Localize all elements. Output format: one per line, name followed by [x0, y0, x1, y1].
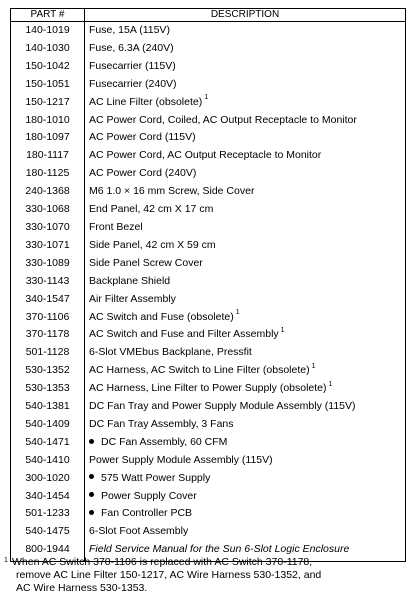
description-cell: [85, 434, 406, 452]
part-number-cell: 540-1475: [11, 523, 85, 541]
footnote-reference: 1: [235, 309, 240, 316]
description-text: AC Harness, AC Switch to Line Filter (obsolete): [89, 364, 310, 377]
description-cell: [85, 273, 406, 291]
description-text: Power Supply Module Assembly (115V): [89, 453, 273, 466]
description-cell: [85, 470, 406, 488]
description-text: DC Fan Tray Assembly, 3 Fans: [89, 417, 234, 430]
description-cell: [85, 416, 406, 434]
part-number-cell: 150-1051: [11, 76, 85, 94]
description-text: AC Switch and Fuse and Filter Assembly: [89, 328, 279, 341]
description-cell: [85, 201, 406, 219]
footnote-reference: 1: [280, 326, 285, 334]
description-cell: [85, 326, 406, 344]
part-number-cell: 530-1353: [11, 380, 85, 398]
table-row: [11, 219, 406, 237]
part-number-cell: 540-1410: [11, 452, 85, 470]
part-number-cell: 330-1089: [11, 255, 85, 273]
table-row: [11, 344, 406, 362]
part-number-cell: 330-1071: [11, 237, 85, 255]
part-number-cell: 180-1125: [11, 165, 85, 183]
table-row: [11, 523, 406, 541]
footnote-marker: 1: [4, 557, 8, 564]
description-text: 575 Watt Power Supply: [101, 471, 211, 484]
part-number-cell: 180-1010: [11, 112, 85, 130]
part-number-cell: 180-1097: [11, 129, 85, 147]
description-text: Front Bezel: [89, 220, 143, 233]
description-cell: [85, 129, 406, 147]
description-text: AC Line Filter (obsolete): [89, 95, 203, 108]
description-text: AC Power Cord (115V): [89, 131, 196, 144]
description-header: DESCRIPTION: [85, 9, 406, 22]
part-number-cell: 501-1128: [11, 344, 85, 362]
description-text: 6-Slot VMEbus Backplane, Pressfit: [89, 346, 252, 359]
description-text: Side Panel, 42 cm X 59 cm: [89, 238, 216, 251]
description-text: Backplane Shield: [89, 274, 171, 287]
table-row: [11, 237, 406, 255]
description-text: DC Fan Tray and Power Supply Module Assembly (115V): [89, 400, 356, 413]
part-number-cell: 540-1381: [11, 398, 85, 416]
description-text: AC Power Cord (240V): [89, 167, 197, 180]
table-row: [11, 470, 406, 488]
table-row: [11, 165, 406, 183]
bullet-icon: [89, 439, 94, 444]
description-cell: [85, 309, 406, 327]
description-text: Fuse, 15A (115V): [89, 24, 170, 36]
description-text: Fan Controller PCB: [101, 507, 193, 520]
table-row: [11, 416, 406, 434]
part-number-cell: 330-1143: [11, 273, 85, 291]
table-row: [11, 273, 406, 291]
description-cell: [85, 94, 406, 112]
description-text: DC Fan Assembly, 60 CFM: [101, 435, 228, 448]
description-text: AC Power Cord, Coiled, AC Output Receptacle to Monitor: [89, 113, 357, 126]
description-cell: [85, 58, 406, 76]
footnote-line-3: AC Wire Harness 530-1353.: [16, 582, 148, 594]
footnote-reference: 1: [328, 380, 333, 388]
description-cell: [85, 344, 406, 362]
part-number-cell: 800-1944: [11, 541, 85, 561]
part-number-header: PART #: [11, 9, 85, 22]
table-row: [11, 380, 406, 398]
description-text: Fusecarrier (115V): [89, 59, 176, 72]
footnote-line-2: remove AC Line Filter 150-1217, AC Wire Harness 530-1352, and: [16, 569, 322, 581]
table-row: [11, 362, 406, 380]
table-row: [11, 112, 406, 130]
table-row: [11, 488, 406, 506]
part-number-cell: 370-1106: [11, 309, 85, 327]
table-row: [11, 505, 406, 523]
table-row: [11, 326, 406, 344]
table-row: [11, 94, 406, 112]
footnote-line-1: When AC Switch 370-1106 is replaced with AC Switch 370-1178,: [12, 556, 313, 568]
table-row: [11, 434, 406, 452]
part-number-cell: 240-1368: [11, 183, 85, 201]
description-cell: [85, 255, 406, 273]
description-cell: [85, 505, 406, 523]
part-number-cell: 150-1042: [11, 58, 85, 76]
description-text: Side Panel Screw Cover: [89, 256, 203, 269]
table-row: [11, 76, 406, 94]
description-text: AC Harness, Line Filter to Power Supply (obsolete): [89, 382, 327, 395]
part-number-cell: 150-1217: [11, 94, 85, 112]
part-number-cell: 330-1068: [11, 201, 85, 219]
table-row: [11, 129, 406, 147]
description-cell: [85, 147, 406, 165]
part-number-cell: 140-1030: [11, 40, 85, 58]
description-cell: [85, 165, 406, 183]
part-number-cell: 300-1020: [11, 470, 85, 488]
table-row: [11, 291, 406, 309]
description-cell: [85, 291, 406, 309]
part-number-cell: 540-1471: [11, 434, 85, 452]
description-text: AC Power Cord, AC Output Receptacle to Monitor: [89, 149, 322, 162]
footnote-reference: 1: [204, 94, 209, 102]
description-cell: [85, 76, 406, 94]
description-text: M6 1.0 × 16 mm Screw, Side Cover: [89, 185, 255, 198]
bullet-icon: [89, 492, 94, 497]
description-text: Air Filter Assembly: [89, 292, 176, 305]
table-row: [11, 58, 406, 76]
part-number-cell: 330-1070: [11, 219, 85, 237]
part-number-cell: 180-1117: [11, 147, 85, 165]
description-cell: [85, 488, 406, 506]
description-cell: [85, 183, 406, 201]
description-cell: [85, 237, 406, 255]
table-row: [11, 201, 406, 219]
parts-table: [10, 8, 406, 562]
description-text: AC Switch and Fuse (obsolete): [89, 310, 234, 323]
description-cell: [85, 40, 406, 58]
bullet-icon: [89, 510, 94, 515]
description-cell: [85, 398, 406, 416]
table-row: [11, 22, 406, 40]
part-number-cell: 530-1352: [11, 362, 85, 380]
footnote-reference: 1: [311, 362, 316, 370]
description-cell: [85, 112, 406, 130]
description-cell: [85, 452, 406, 470]
part-number-cell: 340-1547: [11, 291, 85, 309]
parts-table-body: [11, 22, 406, 562]
description-text: Fuse, 6.3A (240V): [89, 41, 174, 54]
description-cell: [85, 22, 406, 40]
description-cell: [85, 380, 406, 398]
description-text: 6-Slot Foot Assembly: [89, 525, 189, 538]
part-number-cell: 501-1233: [11, 505, 85, 523]
table-row: [11, 147, 406, 165]
table-row: [11, 40, 406, 58]
description-cell: [85, 362, 406, 380]
description-text: Fusecarrier (240V): [89, 77, 177, 90]
part-number-cell: 370-1178: [11, 326, 85, 344]
table-row: [11, 398, 406, 416]
table-row: [11, 452, 406, 470]
description-cell: [85, 219, 406, 237]
footnote: [4, 556, 406, 595]
description-text: Field Service Manual for the Sun 6-Slot Logic Enclosure: [89, 543, 350, 556]
table-row: [11, 255, 406, 273]
table-header-row: [11, 9, 406, 22]
description-text: End Panel, 42 cm X 17 cm: [89, 203, 214, 216]
part-number-cell: 340-1454: [11, 488, 85, 506]
part-number-cell: 540-1409: [11, 416, 85, 434]
bullet-icon: [89, 474, 94, 479]
table-row: [11, 183, 406, 201]
table-row: [11, 309, 406, 327]
description-cell: [85, 523, 406, 541]
description-text: Power Supply Cover: [101, 489, 197, 502]
part-number-cell: 140-1019: [11, 22, 85, 40]
